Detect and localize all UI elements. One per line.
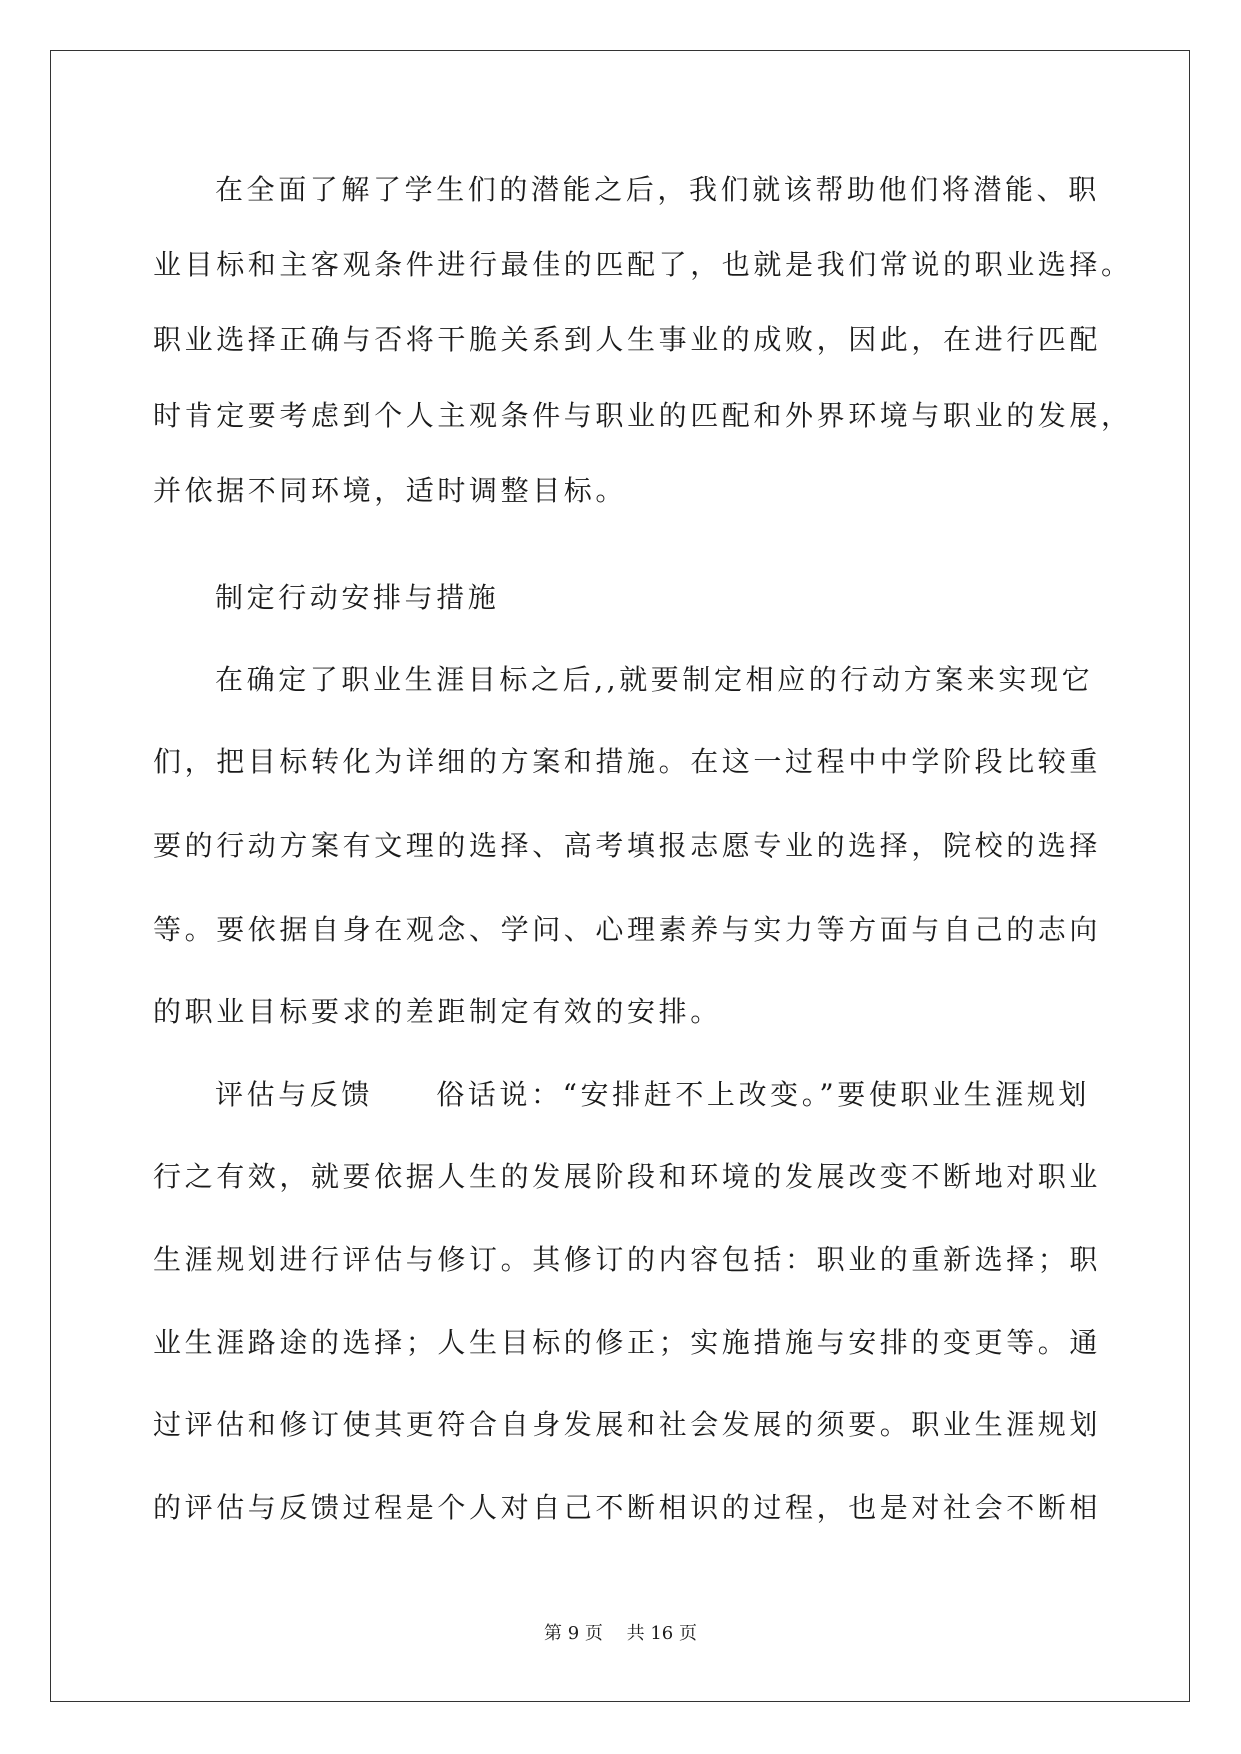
text-line: 并依据不同环境，适时调整目标。 xyxy=(153,474,628,507)
page-number: 第 9 页 共 16 页 xyxy=(544,1623,697,1644)
section-heading-line: 评估与反馈 俗话说：“安排赶不上改变。”要使职业生涯规划 xyxy=(215,1078,1091,1111)
page-border xyxy=(50,50,1190,1702)
text-line: 的职业目标要求的差距制定有效的安排。 xyxy=(153,995,722,1028)
text-line: 时肯定要考虑到个人主观条件与职业的匹配和外界环境与职业的发展， xyxy=(153,399,1133,432)
text-line: 业生涯路途的选择；人生目标的修正；实施措施与安排的变更等。通 xyxy=(153,1326,1102,1359)
section-heading: 制定行动安排与措施 xyxy=(215,581,500,614)
text-line: 生涯规划进行评估与修订。其修订的内容包括：职业的重新选择；职 xyxy=(153,1243,1102,1276)
text-line: 行之有效，就要依据人生的发展阶段和环境的发展改变不断地对职业 xyxy=(153,1160,1102,1193)
text-line: 职业选择正确与否将干脆关系到人生事业的成败，因此，在进行匹配 xyxy=(153,323,1102,356)
text-line: 业目标和主客观条件进行最佳的匹配了，也就是我们常说的职业选择。 xyxy=(153,248,1133,281)
text-line: 们，把目标转化为详细的方案和措施。在这一过程中中学阶段比较重 xyxy=(153,745,1102,778)
text-line: 在全面了解了学生们的潜能之后，我们就该帮助他们将潜能、职 xyxy=(215,173,1100,206)
text-line: 要的行动方案有文理的选择、高考填报志愿专业的选择，院校的选择 xyxy=(153,829,1102,862)
text-line: 过评估和修订使其更符合自身发展和社会发展的须要。职业生涯规划 xyxy=(153,1408,1102,1441)
text-line: 在确定了职业生涯目标之后,,就要制定相应的行动方案来实现它 xyxy=(215,663,1094,696)
text-line: 的评估与反馈过程是个人对自己不断相识的过程，也是对社会不断相 xyxy=(153,1491,1102,1524)
text-line: 等。要依据自身在观念、学问、心理素养与实力等方面与自己的志向 xyxy=(153,913,1102,946)
